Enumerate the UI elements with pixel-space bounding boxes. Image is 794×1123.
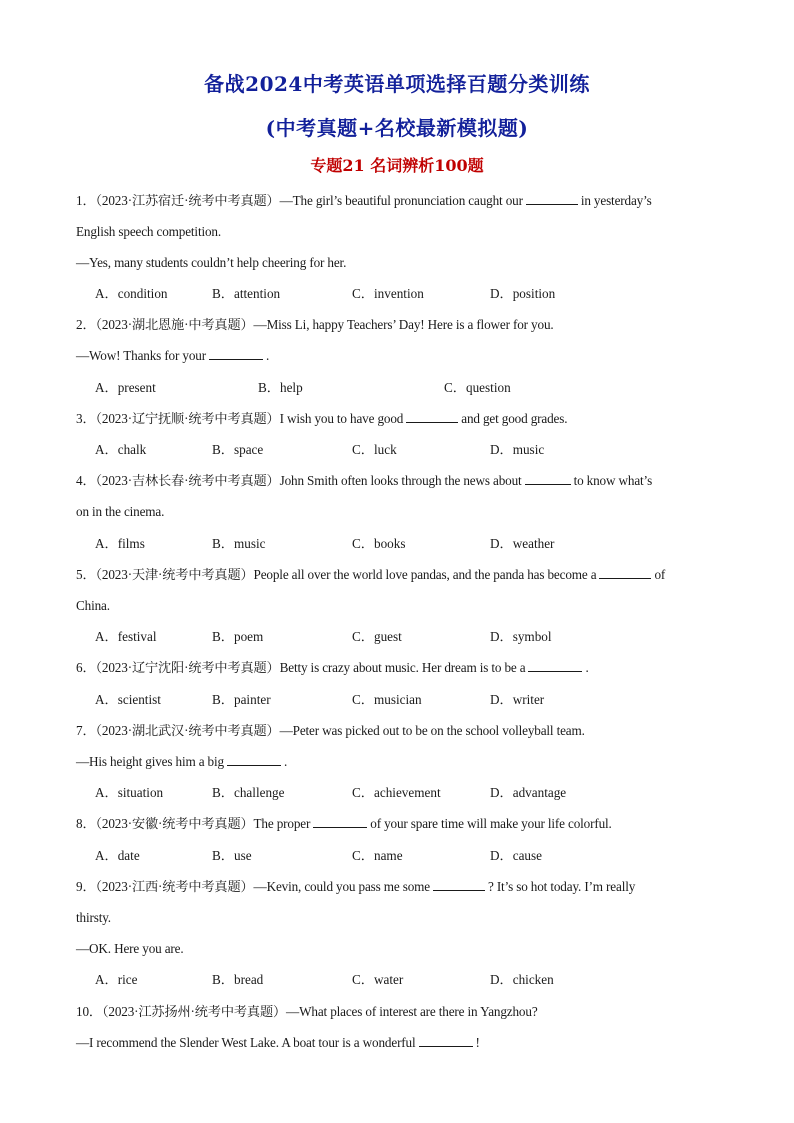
answer-blank bbox=[433, 877, 485, 891]
question-1-stem: 1．（2023·江苏宿迁·统考中考真题）—The girl’s beautiful pronunciation caught our in yesterday’s bbox=[76, 193, 652, 208]
question-1-options bbox=[95, 284, 735, 304]
question-5-stem-continued: China. bbox=[76, 598, 110, 613]
question-4-stem-continued: on in the cinema. bbox=[76, 504, 165, 519]
option-b: B．poem bbox=[212, 629, 264, 644]
question-9-stem: 9．（2023·江西·统考中考真题）—Kevin, could you pass me some ? It’s so hot today. I’m really bbox=[76, 879, 636, 894]
option-c: C．water bbox=[352, 972, 404, 987]
answer-blank bbox=[209, 346, 263, 360]
answer-blank bbox=[313, 814, 367, 828]
question-8-options bbox=[95, 846, 735, 866]
question-5-stem: 5．（2023·天津·统考中考真题）People all over the world love pandas, and the panda has become a of bbox=[76, 567, 666, 582]
question-9-reply: —OK. Here you are. bbox=[76, 941, 184, 956]
option-d: D．position bbox=[490, 286, 556, 301]
option-a: A．festival bbox=[95, 629, 157, 644]
option-b: B．bread bbox=[212, 972, 264, 987]
question-7-reply: —His height gives him a big . bbox=[76, 754, 288, 769]
question-7-options bbox=[95, 783, 735, 803]
option-c: C．musician bbox=[352, 692, 422, 707]
option-a: A．rice bbox=[95, 972, 138, 987]
answer-blank bbox=[419, 1033, 473, 1047]
answer-blank bbox=[599, 565, 651, 579]
option-c: C．question bbox=[444, 380, 511, 395]
option-a: A．chalk bbox=[95, 442, 147, 457]
option-d: D．chicken bbox=[490, 972, 554, 987]
document-title: 备战2024中考英语单项选择百题分类训练 bbox=[204, 72, 590, 96]
option-d: D．advantage bbox=[490, 785, 567, 800]
option-b: B．attention bbox=[212, 286, 281, 301]
option-b: B．challenge bbox=[212, 785, 285, 800]
question-3-stem: 3．（2023·辽宁抚顺·统考中考真题）I wish you to have good and get good grades. bbox=[76, 411, 568, 426]
option-b: B．use bbox=[212, 848, 252, 863]
question-8-stem: 8．（2023·安徽·统考中考真题）The proper of your spare time will make your life colorful. bbox=[76, 816, 612, 831]
option-b: B．music bbox=[212, 536, 266, 551]
question-1-reply: —Yes, many students couldn’t help cheering for her. bbox=[76, 255, 347, 270]
option-d: D．writer bbox=[490, 692, 545, 707]
option-c: C．guest bbox=[352, 629, 402, 644]
question-2-stem: 2．（2023·湖北恩施·中考真题）—Miss Li, happy Teachers’ Day! Here is a flower for you. bbox=[76, 317, 554, 332]
answer-blank bbox=[406, 409, 458, 423]
option-d: D．cause bbox=[490, 848, 542, 863]
topic-heading: 专题21 名词辨析100题 bbox=[310, 156, 484, 175]
option-b: B．help bbox=[258, 380, 303, 395]
option-d: D．symbol bbox=[490, 629, 552, 644]
option-d: D．weather bbox=[490, 536, 555, 551]
document-title-subline: (中考真题+名校最新模拟题) bbox=[265, 116, 529, 140]
option-a: A．scientist bbox=[95, 692, 161, 707]
question-1-stem-continued: English speech competition. bbox=[76, 224, 222, 239]
question-10-stem: 10．（2023·江苏扬州·统考中考真题）—What places of interest are there in Yangzhou? bbox=[76, 1004, 538, 1019]
option-a: A．present bbox=[95, 380, 156, 395]
question-2-reply: —Wow! Thanks for your . bbox=[76, 348, 270, 363]
option-d: D．music bbox=[490, 442, 545, 457]
answer-blank bbox=[525, 471, 571, 485]
answer-blank bbox=[526, 191, 578, 205]
option-a: A．date bbox=[95, 848, 140, 863]
question-4-options bbox=[95, 534, 735, 554]
option-a: A．films bbox=[95, 536, 145, 551]
option-c: C．luck bbox=[352, 442, 397, 457]
answer-blank bbox=[528, 658, 582, 672]
question-2-options bbox=[95, 378, 735, 398]
question-6-stem: 6．（2023·辽宁沈阳·统考中考真题）Betty is crazy about music. Her dream is to be a . bbox=[76, 660, 589, 675]
option-a: A．situation bbox=[95, 785, 164, 800]
question-4-stem: 4．（2023·吉林长春·统考中考真题）John Smith often looks through the news about to know what’s bbox=[76, 473, 653, 488]
option-b: B．painter bbox=[212, 692, 271, 707]
answer-blank bbox=[227, 752, 281, 766]
question-9-stem-continued: thirsty. bbox=[76, 910, 111, 925]
option-c: C．achievement bbox=[352, 785, 441, 800]
option-a: A．condition bbox=[95, 286, 168, 301]
question-7-stem: 7．（2023·湖北武汉·统考中考真题）—Peter was picked out to be on the school volleyball team. bbox=[76, 723, 585, 738]
option-c: C．books bbox=[352, 536, 406, 551]
question-6-options bbox=[95, 690, 735, 710]
option-b: B．space bbox=[212, 442, 264, 457]
option-c: C．invention bbox=[352, 286, 424, 301]
question-9-options bbox=[95, 970, 735, 990]
option-c: C．name bbox=[352, 848, 403, 863]
question-10-reply: —I recommend the Slender West Lake. A boat tour is a wonderful ! bbox=[76, 1035, 480, 1050]
question-3-options bbox=[95, 440, 735, 460]
question-5-options bbox=[95, 627, 735, 647]
